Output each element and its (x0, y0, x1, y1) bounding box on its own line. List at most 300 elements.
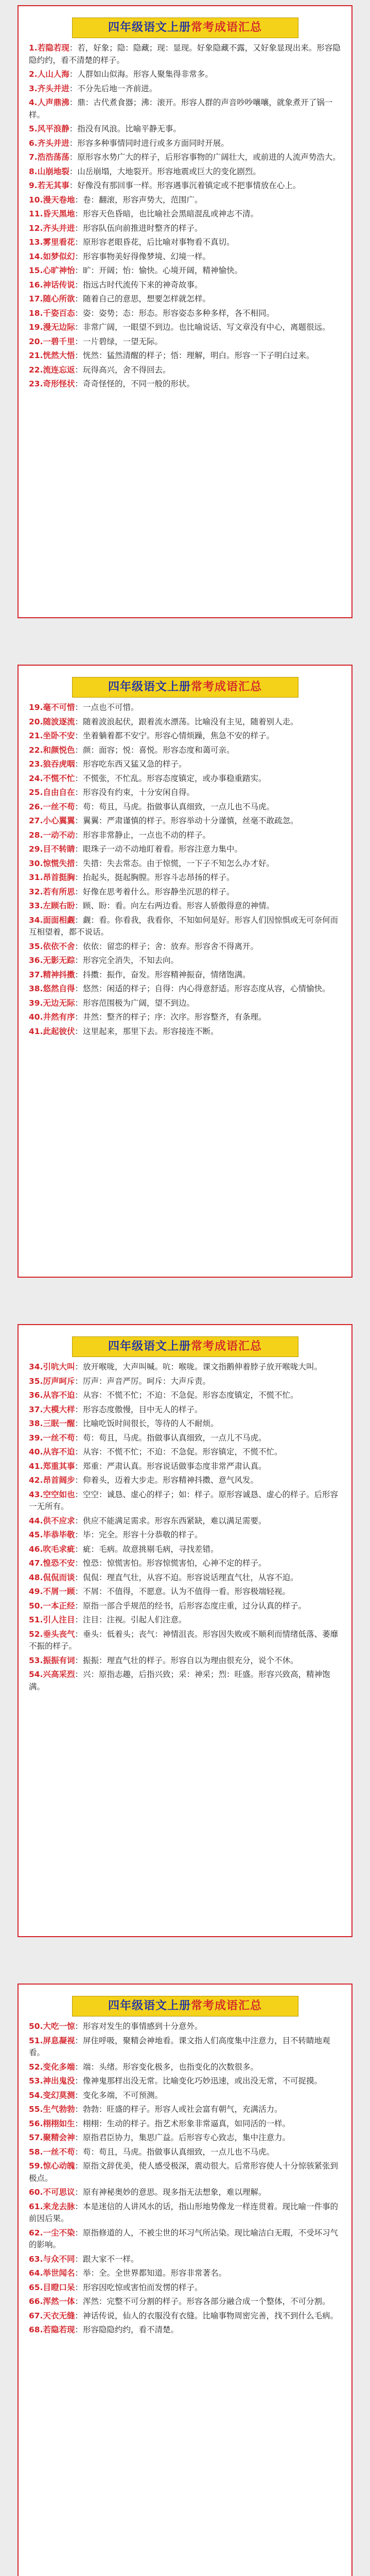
idiom-term: 一丝不苟 (43, 802, 75, 811)
entry-number: 59. (29, 2161, 43, 2171)
idiom-entry (29, 1614, 341, 1626)
entry-number: 17. (29, 294, 43, 303)
idiom-entry (29, 1461, 341, 1473)
idiom-term: 不屑一顾 (43, 1587, 75, 1596)
idiom-entry (29, 2146, 341, 2159)
entry-number: 54. (29, 2090, 43, 2100)
idiom-entry (29, 2227, 341, 2251)
entry-number: 25. (29, 788, 43, 797)
idiom-entry (29, 1669, 341, 1693)
idiom-entry (29, 2118, 341, 2130)
entry-number: 38. (29, 1419, 43, 1428)
idiom-definition: ：原指君臣协力，集思广益。后形容专心致志，集中注意力。 (75, 2133, 290, 2142)
idiom-definition: ：井然：整齐的样子；序：次序。形容整齐，有条理。 (75, 1012, 267, 1022)
idiom-definition: ：人群如山似海。形容人聚集得非常多。 (69, 70, 213, 79)
idiom-entry (29, 872, 341, 884)
entry-number: 19. (29, 323, 43, 332)
idiom-definition: ：原形容老眼昏花，后比喻对事物看不真切。 (75, 238, 235, 247)
idiom-entry (29, 138, 341, 150)
idiom-definition: ：顾、盼：看。向左右两边看。形容人骄傲得意的神情。 (75, 901, 274, 910)
idiom-definition: ：形容完全消失，不知去向。 (75, 956, 179, 965)
idiom-panel-1 (17, 5, 353, 618)
idiom-term: 一动不动 (43, 830, 75, 840)
idiom-entry (29, 166, 341, 178)
idiom-definition: ：不慌张，不忙乱。形容态度镇定，或办事稳重踏实。 (75, 773, 267, 783)
idiom-term: 目不转睛 (43, 844, 75, 854)
idiom-term: 变幻莫测 (43, 2090, 75, 2100)
idiom-entry (29, 829, 341, 842)
entry-number: 30. (29, 858, 43, 868)
idiom-term: 兴高采烈 (43, 1670, 75, 1679)
idiom-entry (29, 955, 341, 967)
idiom-entry (29, 265, 341, 277)
idiom-entry (29, 42, 341, 66)
idiom-definition: ：形容多种事情同时进行或多方面同时开展。 (69, 138, 229, 148)
idiom-panel-4 (17, 1984, 353, 2576)
idiom-entry (29, 983, 341, 995)
entry-number: 36. (29, 1391, 43, 1400)
idiom-definition: ：不屑：不值得，不愿意。认为不值得一看。形容极端轻视。 (75, 1587, 290, 1596)
idiom-entry (29, 1529, 341, 1541)
entry-number: 56. (29, 2119, 43, 2128)
idiom-term: 大模大样 (43, 1404, 75, 1414)
idiom-entry (29, 914, 341, 939)
idiom-definition: ：仰着头，迈着大步走。形容精神抖擞、意气风发。 (75, 1476, 258, 1485)
idiom-term: 变化多端 (43, 2062, 75, 2072)
idiom-term: 狼吞虎咽 (43, 759, 75, 769)
idiom-entry (29, 151, 341, 164)
idiom-definition: ：兴：原指志趣，后指兴致；采：神采；烈：旺盛。形容兴致高，精神饱满。 (29, 1670, 330, 1691)
idiom-definition: ：端：头绪。形容变化极多，也指变化的次数很多。 (75, 2062, 258, 2072)
idiom-definition: ：本是迷信的人讲风水的话，指山形地势像龙一样连贯着。现比喻一件事的前因后果。 (29, 2201, 338, 2223)
idiom-term: 坐卧不安 (43, 731, 75, 740)
idiom-definition: ：厉声：声音严厉。呵斥：大声斥责。 (75, 1376, 210, 1386)
idiom-term: 不慌不忙 (43, 773, 75, 783)
idiom-term: 三眠一醒 (43, 1419, 75, 1428)
entry-number: 36. (29, 956, 43, 965)
idiom-term: 一丝不苟 (43, 1433, 75, 1443)
entry-number: 26. (29, 802, 43, 811)
entry-number: 29. (29, 844, 43, 854)
idiom-term: 与众不同 (43, 2254, 75, 2264)
idiom-definition: ：疵：毛病。故意挑剔毛病，寻找差错。 (75, 1544, 219, 1554)
idiom-entry (29, 773, 341, 785)
idiom-entry (29, 180, 341, 192)
entry-number: 21. (29, 731, 43, 740)
title-highlight: 常考成语汇总 (191, 1999, 262, 2012)
idiom-entry (29, 702, 341, 714)
entry-number: 41. (29, 1026, 43, 1036)
idiom-entry (29, 787, 341, 799)
entry-number: 32. (29, 887, 43, 896)
idiom-definition: ：从容：不慌不忙；不迫：不急促。形容态度镇定，不慌不忙。 (75, 1391, 298, 1400)
idiom-term: 随波逐流 (43, 717, 75, 726)
idiom-term: 昏天黑地 (43, 209, 75, 218)
idiom-entry (29, 758, 341, 771)
entry-number: 20. (29, 336, 43, 346)
idiom-definition: ：形容事物美好得像梦境、幻境一样。 (75, 251, 210, 261)
idiom-term: 奇形怪状 (43, 379, 75, 388)
entry-number: 48. (29, 1572, 43, 1582)
idiom-entry (29, 236, 341, 249)
entry-number: 67. (29, 2311, 43, 2320)
idiom-entry (29, 279, 341, 292)
idiom-definition: ：卷：翻滚，形容声势大，范围广。 (75, 195, 203, 205)
idiom-term: 左顾右盼 (43, 901, 75, 910)
entry-number: 9. (29, 181, 38, 190)
entry-number: 11. (29, 209, 43, 218)
idiom-term: 空空如也 (43, 1489, 75, 1499)
entry-number: 22. (29, 365, 43, 375)
idiom-term: 厉声呵斥 (43, 1376, 75, 1386)
entry-number: 18. (29, 308, 43, 318)
idiom-definition: ：侃侃：理直气壮，从容不迫。形容说话理直气壮，从容不迫。 (75, 1572, 298, 1582)
entry-number: 66. (29, 2297, 43, 2306)
idiom-entry (29, 2253, 341, 2266)
idiom-term: 小心翼翼 (43, 816, 75, 825)
idiom-entry (29, 2061, 341, 2074)
idiom-term: 目瞪口呆 (43, 2282, 75, 2292)
idiom-entry (29, 251, 341, 263)
idiom-panel-2 (17, 665, 353, 1278)
idiom-definition: ：原有神秘奥妙的意思。现多指无法想象，难以理解。 (75, 2188, 267, 2197)
idiom-term: 惊心动魄 (43, 2161, 75, 2171)
idiom-entry (29, 1011, 341, 1024)
idiom-entry (29, 1432, 341, 1445)
idiom-term: 神话传说 (43, 280, 75, 290)
idiom-panel-3 (17, 1324, 353, 1937)
idiom-definition: ：屏住呼吸，聚精会神地看。课文指人们高度集中注意力，目不转睛地观看。 (29, 2036, 330, 2057)
idiom-entry (29, 969, 341, 981)
entry-number: 39. (29, 1433, 43, 1443)
idiom-entry (29, 858, 341, 870)
idiom-definition: ：形容态度傲慢，目中无人的样子。 (75, 1404, 203, 1414)
idiom-term: 屏息凝视 (43, 2036, 75, 2045)
idiom-entry (29, 730, 341, 742)
title-highlight: 常考成语汇总 (191, 21, 262, 34)
idiom-definition: ：随着波浪起伏，跟着流水漂荡。比喻没有主见，随着别人走。 (75, 717, 298, 726)
idiom-term: 昂首阔步 (43, 1476, 75, 1485)
idiom-term: 举世闻名 (43, 2268, 75, 2278)
idiom-entry (29, 97, 341, 121)
idiom-entry (29, 2035, 341, 2059)
idiom-term: 不可思议 (43, 2188, 75, 2197)
idiom-definition: ：浑然：完整不可分割的样子。形容各部分融合成一个整体，不可分割。 (75, 2297, 330, 2306)
idiom-definition: ：原指文辞优美，使人感受极深，震动很大。后常形容使人十分惊骇紧张到极点。 (29, 2161, 338, 2183)
entry-number: 51. (29, 2036, 43, 2045)
panel-title (72, 1996, 298, 2016)
idiom-definition: ：注目：注视。引起人们注意。 (75, 1615, 187, 1624)
idiom-entry (29, 941, 341, 953)
idiom-definition: ：举：全。全世界都知道。形容非常著名。 (75, 2268, 226, 2278)
idiom-entry (29, 1389, 341, 1402)
entry-number: 64. (29, 2268, 43, 2278)
idiom-definition: ：抬起头，挺起胸膛。形容斗志昂扬的样子。 (75, 873, 235, 882)
idiom-definition: ：形容对发生的事情感到十分意外。 (75, 2022, 203, 2031)
idiom-term: 人山人海 (37, 70, 69, 79)
idiom-definition: ：指远古时代流传下来的神奇故事。 (75, 280, 203, 290)
idiom-term: 依依不舍 (43, 941, 75, 951)
entry-number: 31. (29, 873, 43, 882)
panel-title (72, 1336, 298, 1357)
idiom-term: 郑重其事 (43, 1461, 75, 1471)
idiom-entry (29, 83, 341, 95)
idiom-term: 振振有词 (43, 1655, 75, 1665)
entry-number: 55. (29, 2105, 43, 2114)
idiom-term: 昂首挺胸 (43, 873, 75, 882)
idiom-definition: ：坐着躺着都不安宁。形容心情烦躁，焦急不安的样子。 (75, 731, 274, 740)
entry-number: 65. (29, 2282, 43, 2292)
idiom-term: 无边无际 (43, 998, 75, 1008)
idiom-definition: ：鼎：古代煮食器；沸：滚开。形容人群的声音吵吵嚷嚷，就象煮开了锅一样。 (29, 98, 333, 120)
idiom-entry (29, 194, 341, 207)
idiom-definition: ：姿：姿势；态：形态。形容姿态多种多样，各不相同。 (75, 308, 274, 318)
entry-number: 63. (29, 2254, 43, 2264)
idiom-definition: ：颜：面容；悦：喜悦。形容态度和蔼可亲。 (75, 745, 235, 755)
idiom-entry (29, 1489, 341, 1513)
idiom-entry (29, 843, 341, 856)
entry-number: 22. (29, 745, 43, 755)
idiom-term: 大吃一惊 (43, 2022, 75, 2031)
idiom-definition: ：跟大家不一样。 (75, 2254, 139, 2264)
idiom-entry (29, 1515, 341, 1528)
idiom-entry (29, 321, 341, 334)
entry-number: 19. (29, 703, 43, 712)
entry-number: 37. (29, 1404, 43, 1414)
idiom-entry (29, 336, 341, 348)
title-highlight: 常考成语汇总 (191, 1340, 262, 1353)
idiom-entry (29, 1629, 341, 1653)
idiom-entry (29, 886, 341, 899)
entry-number: 61. (29, 2201, 43, 2211)
idiom-entry (29, 2296, 341, 2308)
idiom-term: 栩栩如生 (43, 2119, 75, 2128)
idiom-definition: ：勃勃：旺盛的样子。形容人或社会富有朝气，充满活力。 (75, 2105, 283, 2114)
idiom-entry (29, 2187, 341, 2199)
idiom-term: 千姿百态 (43, 308, 75, 318)
entry-number: 52. (29, 2062, 43, 2072)
idiom-definition: ：变化多端，不可预测。 (75, 2090, 163, 2100)
idiom-entry (29, 1361, 341, 1374)
idiom-term: 若隐若现 (43, 2325, 75, 2334)
idiom-entry (29, 2267, 341, 2280)
idiom-entry (29, 997, 341, 1010)
entry-number: 2. (29, 70, 38, 79)
idiom-list (29, 702, 341, 1038)
entry-number: 38. (29, 984, 43, 993)
idiom-definition: ：觑：看。你看我，我看你，不知如何是好。形容人们因惊惧或无可奈何而互相望着，都不说话。 (29, 915, 338, 937)
entry-number: 41. (29, 1461, 43, 1471)
idiom-entry (29, 1557, 341, 1570)
idiom-term: 引人注目 (43, 1615, 75, 1624)
idiom-definition: ：苟：苟且，马虎。指做事认真细致，一点儿也不马虎。 (75, 2147, 274, 2157)
idiom-term: 面面相觑 (43, 915, 75, 925)
entry-number: 4. (29, 98, 38, 107)
idiom-entry (29, 2310, 341, 2323)
entry-number: 60. (29, 2188, 43, 2197)
idiom-term: 雾里看花 (43, 238, 75, 247)
idiom-entry (29, 308, 341, 320)
idiom-entry (29, 208, 341, 221)
idiom-definition: ：一点也不可惜。 (75, 703, 139, 712)
entry-number: 39. (29, 998, 43, 1008)
idiom-term: 如梦似幻 (43, 251, 75, 261)
idiom-term: 齐头并进 (37, 83, 69, 93)
idiom-term: 侃侃而谈 (43, 1572, 75, 1582)
idiom-definition: ：眼珠子一动不动地盯着看。形容注意力集中。 (75, 844, 242, 854)
entry-number: 15. (29, 266, 43, 275)
entry-number: 34. (29, 1362, 43, 1371)
idiom-definition: ：这里起来，那里下去。形容接连不断。 (75, 1026, 219, 1036)
entry-number: 35. (29, 1376, 43, 1386)
idiom-definition: ：从容：不慌不忙；不迫：不急促。形容镇定，不慌不忙。 (75, 1447, 283, 1456)
idiom-term: 一本正经 (43, 1601, 75, 1611)
title-prefix: 四年级语文上册 (108, 681, 191, 693)
idiom-term: 一丝不苟 (43, 2147, 75, 2157)
idiom-entry (29, 2090, 341, 2102)
idiom-definition: ：非常广阔，一眼望不到边。也比喻说话、写文章没有中心，离题很远。 (75, 323, 330, 332)
entry-number: 5. (29, 124, 38, 133)
idiom-definition: ：旷：开阔；怡：愉快。心境开阔，精神愉快。 (75, 266, 242, 275)
idiom-entry (29, 123, 341, 135)
entry-number: 7. (29, 152, 38, 162)
idiom-term: 引吭大叫 (43, 1362, 75, 1371)
idiom-entry (29, 2282, 341, 2294)
idiom-definition: ：不分先后地一齐前进。 (69, 83, 157, 93)
idiom-term: 无影无踪 (43, 956, 75, 965)
entry-number: 1. (29, 43, 38, 53)
idiom-entry (29, 378, 341, 391)
idiom-list (29, 2021, 341, 2336)
entry-number: 3. (29, 83, 38, 93)
entry-number: 52. (29, 1629, 43, 1639)
idiom-definition: ：原指一部合乎规范的经书，后形容态度庄重，过分认真的样子。 (75, 1601, 306, 1611)
idiom-definition: ：好像在思考着什么。形容静坐沉思的样子。 (75, 887, 235, 896)
idiom-entry (29, 293, 341, 306)
idiom-entry (29, 815, 341, 827)
idiom-definition: ：翼翼：严肃谨慎的样子。形容举动十分谨慎，丝毫不敢疏忽。 (75, 816, 298, 825)
idiom-term: 井然有序 (43, 1012, 75, 1022)
idiom-list (29, 1361, 341, 1693)
entry-number: 8. (29, 166, 38, 176)
idiom-entry (29, 1586, 341, 1598)
idiom-definition: ：好像没有那回事一样。形容遇事沉着镇定或不把事情放在心上。 (69, 181, 301, 190)
entry-number: 16. (29, 280, 43, 290)
entry-number: 43. (29, 1489, 43, 1499)
entry-number: 28. (29, 830, 43, 840)
entry-number: 14. (29, 251, 43, 261)
idiom-entry (29, 2201, 341, 2225)
entry-number: 40. (29, 1447, 43, 1456)
entry-number: 33. (29, 901, 43, 910)
idiom-term: 漫无边际 (43, 323, 75, 332)
entry-number: 47. (29, 1558, 43, 1568)
entry-number: 68. (29, 2325, 43, 2334)
idiom-definition: ：振振：理直气壮的样子。形容自以为理由很充分，说个不休。 (75, 1655, 298, 1665)
idiom-term: 惶恐不安 (43, 1558, 75, 1568)
entry-number: 23. (29, 759, 43, 769)
idiom-definition: ：毕：完全。形容十分恭敬的样子。 (75, 1530, 203, 1539)
idiom-definition: ：放开喉咙，大声叫喊。吭：喉咙。课文指鹅伸着脖子放开喉咙大叫。 (75, 1362, 322, 1371)
idiom-term: 从容不迫 (43, 1447, 75, 1456)
idiom-definition: ：原指修道的人，不被尘世的坏习气所沾染。现比喻洁白无瑕，不受坏习气的影响。 (29, 2228, 338, 2249)
idiom-entry (29, 69, 341, 81)
idiom-list (29, 42, 341, 391)
idiom-term: 聚精会神 (43, 2133, 75, 2142)
idiom-definition: ：垂头：低着头；丧气：神情沮丧。形容因失败或不顺利而情绪低落、萎靡不振的样子。 (29, 1629, 338, 1651)
idiom-term: 精神抖擞 (43, 970, 75, 979)
idiom-entry (29, 1544, 341, 1556)
idiom-term: 心旷神怡 (43, 266, 75, 275)
idiom-term: 悠然自得 (43, 984, 75, 993)
title-highlight: 常考成语汇总 (191, 681, 262, 693)
title-prefix: 四年级语文上册 (108, 1999, 191, 2012)
idiom-entry (29, 350, 341, 362)
idiom-entry (29, 1026, 341, 1038)
title-prefix: 四年级语文上册 (108, 1340, 191, 1353)
entry-number: 35. (29, 941, 43, 951)
idiom-term: 浑然一体 (43, 2297, 75, 2306)
entry-number: 24. (29, 773, 43, 783)
entry-number: 44. (29, 1516, 43, 1526)
idiom-definition: ：原形容水势广大的样子，后形容事物的广阔壮大，或前进的人流声势浩大。 (69, 152, 341, 162)
idiom-definition: ：奇奇怪怪的，不同一般的形状。 (75, 379, 195, 388)
idiom-entry (29, 2104, 341, 2116)
idiom-definition: ：若，好象；隐：隐藏；现：显现。好象隐藏不露，又好象显现出来。形容隐隐约约，看不清楚的样子。 (29, 43, 341, 65)
idiom-definition: ：苟：苟且，马虎。指做事认真细致，一点儿不马虎。 (75, 1433, 267, 1443)
entry-number: 13. (29, 238, 43, 247)
idiom-entry (29, 1475, 341, 1487)
idiom-entry (29, 1655, 341, 1667)
idiom-definition: ：依依：留恋的样子；舍：放弃。形容舍不得离开。 (75, 941, 258, 951)
entry-number: 20. (29, 717, 43, 726)
entry-number: 50. (29, 1601, 43, 1611)
idiom-term: 此起彼伏 (43, 1026, 75, 1036)
idiom-definition: ：栩栩：生动的样子。指艺术形象非常逼真，如同活的一样。 (75, 2119, 290, 2128)
idiom-term: 垂头丧气 (43, 1629, 75, 1639)
idiom-definition: ：供应不能满足需求。形容东西紧缺，难以满足需要。 (75, 1516, 267, 1526)
idiom-entry (29, 1418, 341, 1430)
idiom-term: 和颜悦色 (43, 745, 75, 755)
idiom-term: 自由自在 (43, 788, 75, 797)
idiom-term: 一碧千里 (43, 336, 75, 346)
entry-number: 21. (29, 351, 43, 360)
entry-number: 58. (29, 2147, 43, 2157)
idiom-entry (29, 801, 341, 814)
idiom-term: 供不应求 (43, 1516, 75, 1526)
idiom-term: 若隐若现 (37, 43, 69, 53)
entry-number: 10. (29, 195, 43, 205)
idiom-term: 浩浩荡荡 (37, 152, 69, 162)
idiom-entry (29, 716, 341, 728)
idiom-term: 吹毛求疵 (43, 1544, 75, 1554)
idiom-entry (29, 1376, 341, 1388)
idiom-entry (29, 900, 341, 912)
entry-number: 51. (29, 1615, 43, 1624)
idiom-definition: ：形容因吃惊或害怕而发愣的样子。 (75, 2282, 203, 2292)
idiom-entry (29, 2324, 341, 2336)
idiom-definition: ：像神鬼那样出没无常。比喻变化巧妙迅速，或出没无常，不可捉摸。 (75, 2076, 322, 2086)
entry-number: 50. (29, 2022, 43, 2031)
idiom-definition: ：神话传说，仙人的衣服没有衣缝。比喻事物周密完善，找不到什么毛病。 (75, 2311, 338, 2320)
idiom-term: 从容不迫 (43, 1391, 75, 1400)
idiom-definition: ：抖擞：振作，奋发。形容精神振奋，情绪饱满。 (75, 970, 251, 979)
idiom-definition: ：玩得高兴，舍不得回去。 (75, 365, 171, 375)
entry-number: 46. (29, 1544, 43, 1554)
idiom-entry (29, 744, 341, 757)
idiom-definition: ：形容吃东西又猛又急的样子。 (75, 759, 187, 769)
entry-number: 62. (29, 2228, 43, 2238)
